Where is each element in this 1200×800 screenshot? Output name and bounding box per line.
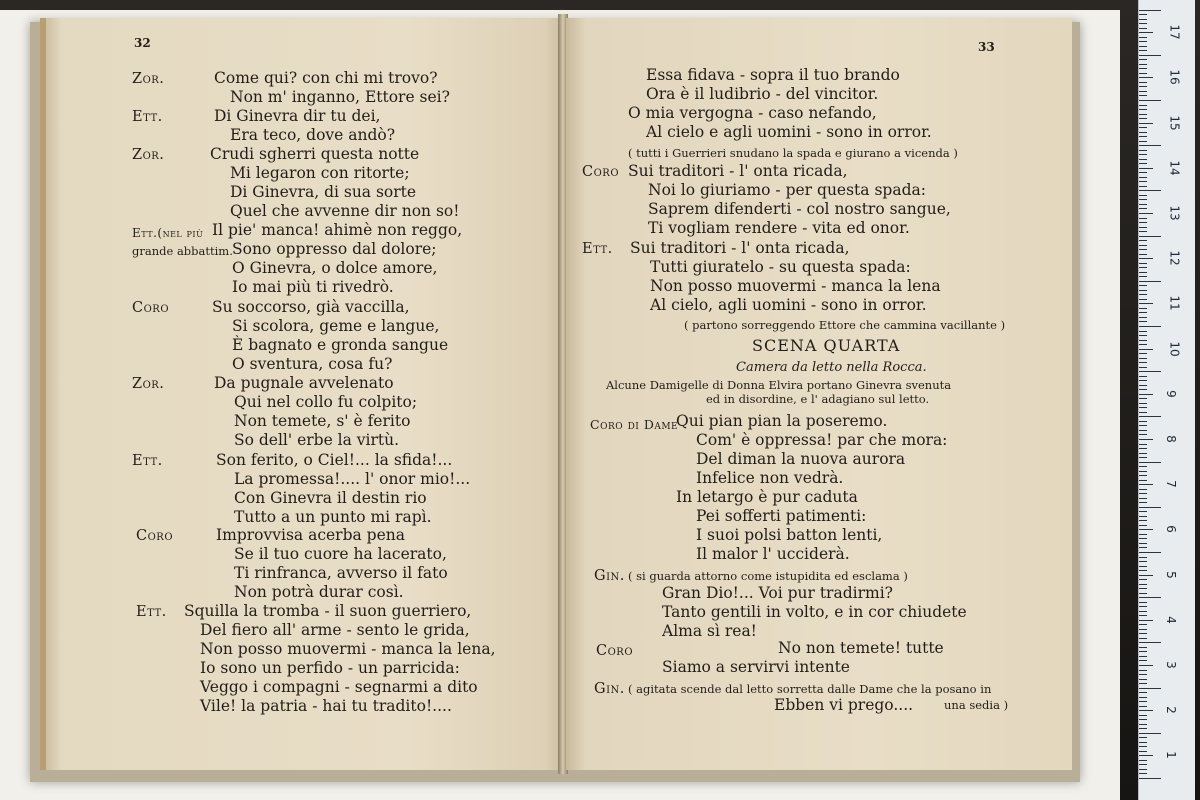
- page-number: 32: [134, 36, 151, 50]
- ruler-tick: [1139, 213, 1153, 214]
- stage-direction: ( agitata scende dal letto sorretta dalle Dame che la posano in: [628, 682, 992, 696]
- speaker-label: Coro: [136, 528, 174, 544]
- ruler-tick: [1139, 701, 1147, 702]
- ruler-tick: [1139, 46, 1147, 47]
- ruler-label: 13: [1167, 205, 1182, 221]
- ruler-tick: [1139, 683, 1147, 684]
- ruler-label: 6: [1163, 525, 1178, 534]
- ruler-tick: [1139, 335, 1147, 336]
- ruler-tick: [1139, 136, 1147, 137]
- verse-line: Tutti giuratelo - su questa spada:: [650, 258, 911, 276]
- scene-setting: Camera da letto nella Rocca.: [736, 360, 927, 375]
- stage-direction: ed in disordine, e l' adagiano sul letto.: [706, 392, 930, 406]
- verse-line: Non temete, s' è ferito: [234, 412, 411, 430]
- ruler-tick: [1139, 123, 1153, 124]
- ruler-tick: [1139, 177, 1147, 178]
- ruler-tick: [1139, 561, 1147, 562]
- ruler-tick: [1139, 706, 1147, 707]
- ruler-tick: [1139, 660, 1147, 661]
- ruler-tick: [1139, 430, 1147, 431]
- ruler-tick: [1139, 240, 1147, 241]
- ruler-tick: [1139, 254, 1147, 255]
- ruler-tick: [1139, 692, 1147, 693]
- ruler-tick: [1139, 168, 1153, 169]
- ruler-tick: [1139, 249, 1147, 250]
- verse-line: Siamo a servirvi intente: [662, 658, 850, 676]
- ruler-tick: [1139, 444, 1147, 445]
- ruler-tick: [1139, 132, 1147, 133]
- ruler-tick: [1139, 670, 1147, 671]
- ruler-tick: [1139, 733, 1161, 734]
- ruler-tick: [1139, 679, 1147, 680]
- ruler-tick: [1139, 475, 1147, 476]
- ruler-tick: [1139, 710, 1153, 711]
- verse-line: Saprem difenderti - col nostro sangue,: [648, 200, 951, 218]
- ruler-tick: [1139, 218, 1147, 219]
- ruler-tick: [1139, 719, 1147, 720]
- ruler-label: 8: [1163, 435, 1178, 443]
- verse-line: Sui traditori - l' onta ricada,: [628, 162, 848, 180]
- ruler-tick: [1139, 525, 1147, 526]
- verse-line: Si scolora, geme e langue,: [232, 317, 440, 335]
- ruler-label: 1: [1163, 751, 1178, 760]
- ruler-tick: [1139, 150, 1147, 151]
- ruler-label: 9: [1163, 389, 1178, 398]
- ruler-tick: [1139, 204, 1147, 205]
- verse-line: Sono oppresso dal dolore;: [232, 240, 437, 258]
- verse-line: Infelice non vedrà.: [696, 469, 844, 487]
- ruler-tick: [1139, 434, 1147, 435]
- verse-line: Quel che avvenne dir non so!: [230, 202, 460, 220]
- scene-heading: SCENA QUARTA: [752, 336, 901, 355]
- verse-line: O mia vergogna - caso nefando,: [628, 104, 877, 122]
- ruler-tick: [1139, 575, 1153, 576]
- ruler-tick: [1139, 773, 1147, 774]
- stage-direction: Alcune Damigelle di Donna Elvira portano Ginevra svenuta: [606, 378, 952, 392]
- verse-line: Com' è oppressa! par che mora:: [696, 431, 948, 449]
- ruler-tick: [1139, 195, 1147, 196]
- ruler-tick: [1139, 32, 1153, 33]
- ruler-tick: [1139, 95, 1147, 96]
- ruler-tick: [1139, 199, 1147, 200]
- ruler-tick: [1139, 751, 1147, 752]
- ruler-tick: [1139, 317, 1147, 318]
- ruler-tick: [1139, 37, 1147, 38]
- verse-line: So dell' erbe la virtù.: [234, 431, 400, 449]
- ruler-tick: [1139, 529, 1153, 530]
- verse-line: Ti vogliam rendere - vita ed onor.: [648, 219, 910, 237]
- verse-line: Non posso muovermi - manca la lena,: [200, 640, 496, 658]
- ruler-tick: [1139, 227, 1147, 228]
- ruler-tick: [1139, 439, 1153, 440]
- ruler-tick: [1139, 82, 1147, 83]
- verse-line: Son ferito, o Ciel!... la sfida!...: [216, 451, 453, 469]
- verse-line: Da pugnale avvelenato: [214, 374, 394, 392]
- speaker-label: Coro: [132, 300, 170, 316]
- ruler-tick: [1139, 715, 1147, 716]
- verse-line: Pei sofferti patimenti:: [696, 507, 867, 525]
- ruler-tick: [1139, 597, 1161, 598]
- verse-line: Il pie' manca! ahimè non reggo,: [212, 221, 463, 239]
- measuring-ruler: [1138, 0, 1195, 800]
- ruler-tick: [1139, 308, 1147, 309]
- ruler-tick: [1139, 538, 1147, 539]
- ruler-tick: [1139, 724, 1147, 725]
- ruler-tick: [1139, 638, 1147, 639]
- verse-line: Gran Dio!... Voi pur tradirmi?: [662, 584, 893, 602]
- stage-direction: grande abbattim.: [132, 244, 233, 258]
- ruler-tick: [1139, 190, 1161, 191]
- verse-line: Qui pian pian la poseremo.: [676, 412, 888, 430]
- stage-direction: una sedia ): [944, 698, 1009, 712]
- ruler-tick: [1139, 584, 1147, 585]
- ruler-label: 10: [1167, 340, 1182, 357]
- verse-line: Tutto a un punto mi rapì.: [234, 508, 432, 526]
- verse-line: Del diman la nuova aurora: [696, 450, 906, 468]
- ruler-tick: [1139, 294, 1147, 295]
- verse-line: Squilla la tromba - il suon guerriero,: [184, 602, 472, 620]
- verse-line: Noi lo giuriamo - per questa spada:: [648, 181, 926, 199]
- ruler-tick: [1139, 480, 1147, 481]
- ruler-tick: [1139, 674, 1147, 675]
- speaker-label: Zor.: [132, 376, 165, 392]
- ruler-tick: [1139, 421, 1147, 422]
- ruler-tick: [1139, 145, 1161, 146]
- verse-line: Ora è il ludibrio - del vincitor.: [646, 85, 879, 103]
- ruler-label: 15: [1167, 114, 1182, 131]
- ruler-tick: [1139, 208, 1147, 209]
- ruler-tick: [1139, 163, 1147, 164]
- ruler-tick: [1139, 376, 1147, 377]
- ruler-tick: [1139, 543, 1147, 544]
- ruler-tick: [1139, 778, 1161, 779]
- ruler-tick: [1139, 159, 1147, 160]
- ruler-tick: [1139, 516, 1147, 517]
- ruler-tick: [1139, 326, 1161, 327]
- ruler-tick: [1139, 620, 1153, 621]
- ruler-tick: [1139, 489, 1147, 490]
- verse-line: Ebben vi prego....: [774, 696, 914, 714]
- ruler-tick: [1139, 416, 1161, 417]
- verse-line: I suoi polsi batton lenti,: [696, 526, 883, 544]
- ruler-tick: [1139, 425, 1147, 426]
- ruler-tick: [1139, 353, 1147, 354]
- verse-line: No non temete! tutte: [778, 639, 944, 657]
- ruler-tick: [1139, 611, 1147, 612]
- speaker-label: Zor.: [132, 147, 165, 163]
- verse-line: O sventura, cosa fu?: [232, 355, 393, 373]
- verse-line: Vile! la patria - hai tu tradito!....: [200, 697, 452, 715]
- ruler-tick: [1139, 534, 1147, 535]
- verse-line: In letargo è pur caduta: [676, 488, 858, 506]
- ruler-tick: [1139, 665, 1153, 666]
- ruler-tick: [1139, 118, 1147, 119]
- verse-line: Al cielo e agli uomini - sono in orror.: [646, 123, 932, 141]
- ruler-label: 5: [1163, 570, 1178, 579]
- verse-line: Il malor l' ucciderà.: [696, 545, 850, 563]
- speaker-label: Zor.: [132, 71, 165, 87]
- ruler-tick: [1139, 154, 1147, 155]
- speaker-label: Coro: [596, 643, 634, 659]
- ruler-tick: [1139, 484, 1153, 485]
- ruler-tick: [1139, 303, 1153, 304]
- ruler-tick: [1139, 272, 1147, 273]
- ruler-tick: [1139, 340, 1147, 341]
- ruler-tick: [1139, 263, 1147, 264]
- ruler-label: 3: [1163, 661, 1178, 669]
- verse-line: È bagnato e gronda sangue: [232, 336, 449, 354]
- ruler-tick: [1139, 64, 1147, 65]
- ruler-tick: [1139, 462, 1161, 463]
- ruler-tick: [1139, 172, 1147, 173]
- ruler-tick: [1139, 624, 1147, 625]
- ruler-tick: [1139, 502, 1147, 503]
- verse-line: Su soccorso, già vaccilla,: [212, 298, 410, 316]
- ruler-tick: [1139, 91, 1147, 92]
- ruler-tick: [1139, 498, 1147, 499]
- verse-line: Non potrà durar così.: [234, 583, 404, 601]
- ruler-tick: [1139, 367, 1147, 368]
- verse-line: Veggo i compagni - segnarmi a dito: [200, 678, 478, 696]
- ruler-tick: [1139, 742, 1147, 743]
- ruler-tick: [1139, 285, 1147, 286]
- ruler-tick: [1139, 697, 1147, 698]
- right-page: [566, 18, 1072, 770]
- ruler-tick: [1139, 511, 1147, 512]
- speaker-label: Coro: [582, 164, 620, 180]
- ruler-tick: [1139, 507, 1161, 508]
- ruler-tick: [1139, 412, 1147, 413]
- ruler-tick: [1139, 760, 1147, 761]
- page-number: 33: [978, 40, 995, 54]
- ruler-tick: [1139, 403, 1147, 404]
- verse-line: Essa fidava - sopra il tuo brando: [646, 66, 900, 84]
- speaker-label: Coro di Dame: [590, 417, 679, 432]
- ruler-tick: [1139, 100, 1161, 101]
- verse-line: Non m' inganno, Ettore sei?: [230, 88, 450, 106]
- ruler-tick: [1139, 389, 1147, 390]
- ruler-label: 12: [1167, 250, 1182, 266]
- speaker-label: Ett.: [132, 453, 163, 469]
- ruler-tick: [1139, 231, 1147, 232]
- ruler-tick: [1139, 380, 1147, 381]
- ruler-tick: [1139, 728, 1147, 729]
- ruler-label: 14: [1167, 160, 1182, 176]
- ruler-tick: [1139, 55, 1161, 56]
- ruler-tick: [1139, 10, 1161, 11]
- ruler-tick: [1139, 552, 1161, 553]
- ruler-tick: [1139, 633, 1147, 634]
- ruler-tick: [1139, 114, 1147, 115]
- ruler-tick: [1139, 764, 1147, 765]
- ruler-label: 16: [1167, 69, 1182, 86]
- ruler-tick: [1139, 746, 1147, 747]
- ruler-tick: [1139, 59, 1147, 60]
- ruler-tick: [1139, 570, 1147, 571]
- verse-line: Alma sì rea!: [662, 622, 757, 640]
- verse-line: Con Ginevra il destin rio: [234, 489, 427, 507]
- verse-line: Mi legaron con ritorte;: [230, 164, 410, 182]
- ruler-tick: [1139, 290, 1147, 291]
- ruler-tick: [1139, 471, 1147, 472]
- ruler-label: 17: [1167, 24, 1182, 40]
- ruler-tick: [1139, 593, 1147, 594]
- verse-line: Qui nel collo fu colpito;: [234, 393, 418, 411]
- left-page: [40, 18, 566, 770]
- verse-line: Se il tuo cuore ha lacerato,: [234, 545, 447, 563]
- stage-direction: ( si guarda attorno come istupidita ed esclama ): [628, 569, 908, 583]
- ruler-tick: [1139, 755, 1153, 756]
- ruler-tick: [1139, 394, 1153, 395]
- ruler-tick: [1139, 547, 1147, 548]
- ruler-tick: [1139, 358, 1147, 359]
- verse-line: Ti rinfranca, avverso il fato: [234, 564, 448, 582]
- ruler-tick: [1139, 73, 1147, 74]
- ruler-tick: [1139, 642, 1161, 643]
- ruler-tick: [1139, 688, 1161, 689]
- ruler-tick: [1139, 557, 1147, 558]
- ruler-tick: [1139, 362, 1147, 363]
- ruler-tick: [1139, 371, 1161, 372]
- speaker-label: Ett.: [132, 109, 163, 125]
- ruler-tick: [1139, 656, 1147, 657]
- stage-direction: ( partono sorreggendo Ettore che cammina vacillante ): [684, 318, 1006, 332]
- ruler-tick: [1139, 602, 1147, 603]
- ruler-tick: [1139, 737, 1147, 738]
- ruler-tick: [1139, 312, 1147, 313]
- verse-line: Tanto gentili in volto, e in cor chiudete: [662, 603, 967, 621]
- ruler-tick: [1139, 186, 1147, 187]
- ruler-tick: [1139, 127, 1147, 128]
- ruler-tick: [1139, 615, 1147, 616]
- ruler-tick: [1139, 50, 1147, 51]
- ruler-tick: [1139, 141, 1147, 142]
- ruler-tick: [1139, 222, 1147, 223]
- ruler-tick: [1139, 299, 1147, 300]
- ruler-tick: [1139, 349, 1153, 350]
- verse-line: Al cielo, agli uomini - sono in orror.: [650, 296, 927, 314]
- ruler-tick: [1139, 466, 1147, 467]
- ruler-tick: [1139, 236, 1161, 237]
- ruler-tick: [1139, 276, 1147, 277]
- ruler-tick: [1139, 606, 1147, 607]
- ruler-tick: [1139, 651, 1147, 652]
- verse-line: Del fiero all' arme - sento le grida,: [200, 621, 470, 639]
- speaker-label: Gin.: [594, 568, 625, 584]
- ruler-tick: [1139, 281, 1161, 282]
- ruler-tick: [1139, 245, 1147, 246]
- verse-line: Di Ginevra dir tu dei,: [214, 107, 381, 125]
- ruler-tick: [1139, 493, 1147, 494]
- ruler-tick: [1139, 448, 1147, 449]
- ruler-tick: [1139, 109, 1147, 110]
- ruler-tick: [1139, 520, 1147, 521]
- speaker-label: Gin.: [594, 681, 625, 697]
- speaker-label: Ett.: [136, 604, 167, 620]
- ruler-tick: [1139, 23, 1147, 24]
- verse-line: La promessa!.... l' onor mio!...: [234, 470, 471, 488]
- ruler-tick: [1139, 647, 1147, 648]
- ruler-tick: [1139, 457, 1147, 458]
- ruler-tick: [1139, 181, 1147, 182]
- verse-line: O Ginevra, o dolce amore,: [232, 259, 438, 277]
- ruler-tick: [1139, 86, 1147, 87]
- ruler-tick: [1139, 769, 1147, 770]
- ruler-tick: [1139, 41, 1147, 42]
- stage-direction: ( tutti i Guerrieri snudano la spada e giurano a vicenda ): [628, 146, 958, 160]
- verse-line: Sui traditori - l' onta ricada,: [630, 239, 850, 257]
- speaker-label: Ett.: [582, 241, 613, 257]
- ruler-label: 7: [1163, 480, 1178, 489]
- verse-line: Come qui? con chi mi trovo?: [214, 69, 438, 87]
- ruler-tick: [1139, 77, 1153, 78]
- verse-line: Io mai più ti rivedrò.: [232, 278, 394, 296]
- ruler-tick: [1139, 258, 1153, 259]
- ruler-tick: [1139, 588, 1147, 589]
- ruler-tick: [1139, 105, 1147, 106]
- ruler-tick: [1139, 14, 1147, 15]
- verse-line: Non posso muovermi - manca la lena: [650, 277, 941, 295]
- ruler-tick: [1139, 267, 1147, 268]
- ruler-label: 11: [1167, 295, 1182, 312]
- ruler-tick: [1139, 321, 1147, 322]
- ruler-label: 4: [1163, 615, 1178, 624]
- verse-line: Crudi sgherri questa notte: [210, 145, 420, 163]
- ruler-tick: [1139, 453, 1147, 454]
- ruler-tick: [1139, 385, 1147, 386]
- ruler-label: 2: [1163, 706, 1178, 715]
- ruler-tick: [1139, 19, 1147, 20]
- verse-line: Era teco, dove andò?: [230, 126, 396, 144]
- verse-line: Io sono un perfido - un parricida:: [200, 659, 460, 677]
- ruler-tick: [1139, 28, 1147, 29]
- ruler-tick: [1139, 398, 1147, 399]
- ruler-tick: [1139, 407, 1147, 408]
- ruler-tick: [1139, 331, 1147, 332]
- speaker-label: Ett.(nel più: [132, 226, 204, 240]
- ruler-tick: [1139, 629, 1147, 630]
- verse-line: Di Ginevra, di sua sorte: [230, 183, 417, 201]
- verse-line: Improvvisa acerba pena: [216, 526, 405, 544]
- ruler-tick: [1139, 344, 1147, 345]
- ruler-tick: [1139, 566, 1147, 567]
- ruler-tick: [1139, 68, 1147, 69]
- ruler-tick: [1139, 579, 1147, 580]
